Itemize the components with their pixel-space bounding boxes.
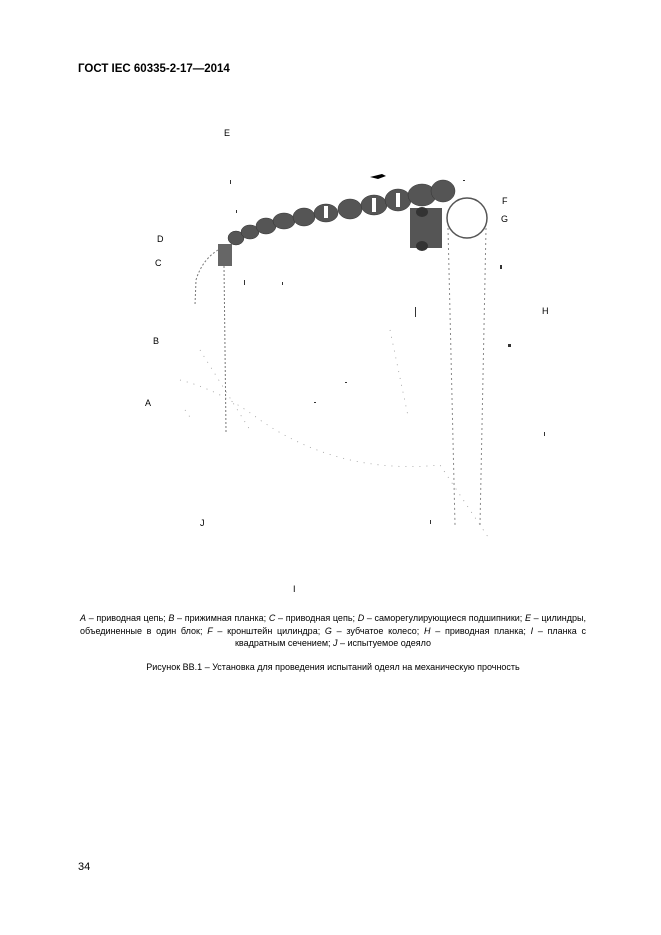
figure-legend: [80, 612, 586, 650]
figure-caption: Рисунок ВВ.1 – Установка для проведения испытаний одеял на механическую прочность: [146, 662, 520, 672]
legend-item: H – приводная планка;: [424, 625, 531, 636]
drive-chain-right: [448, 228, 486, 525]
label-I: I: [293, 584, 296, 594]
legend-item: F – кронштейн цилиндра;: [207, 625, 325, 636]
document-header: ГОСТ IEC 60335-2-17—2014: [78, 63, 230, 75]
label-G: G: [501, 214, 509, 224]
bracket-bolt-icon: [416, 207, 428, 217]
legend-item: J – испытуемое одеяло: [333, 638, 432, 648]
legend-item: D – саморегулирующиеся подшипники;: [357, 613, 525, 623]
legend-item: I – планка с квадратным сечением;: [234, 625, 587, 648]
label-E: E: [224, 128, 231, 138]
label-B: B: [153, 336, 160, 346]
label-D: D: [157, 234, 164, 244]
drive-chain-left: [195, 250, 226, 432]
gear-wheel: [447, 198, 487, 238]
apparatus-drawing: [140, 120, 580, 600]
legend-item: C – приводная цепь;: [268, 613, 358, 623]
label-A: A: [145, 398, 152, 408]
scatter-marks: [230, 180, 545, 524]
bracket-bolt-icon: [416, 241, 428, 251]
label-H: H: [542, 306, 549, 316]
label-C: C: [155, 258, 162, 268]
test-apparatus-figure: [140, 120, 580, 600]
bracket-clip: [370, 174, 386, 179]
label-F: F: [502, 196, 508, 206]
legend-item: B – прижимная планка;: [168, 613, 269, 623]
legend-item: A – приводная цепь;: [80, 613, 169, 623]
label-J: J: [200, 518, 205, 528]
legend-item: E – цилиндры, объединенные в один блок;: [80, 613, 587, 636]
page-number: 34: [78, 861, 91, 873]
legend-item: G – зубчатое колесо;: [324, 625, 425, 636]
blanket-outline: [180, 330, 490, 540]
left-bearing-bracket: [218, 244, 232, 266]
